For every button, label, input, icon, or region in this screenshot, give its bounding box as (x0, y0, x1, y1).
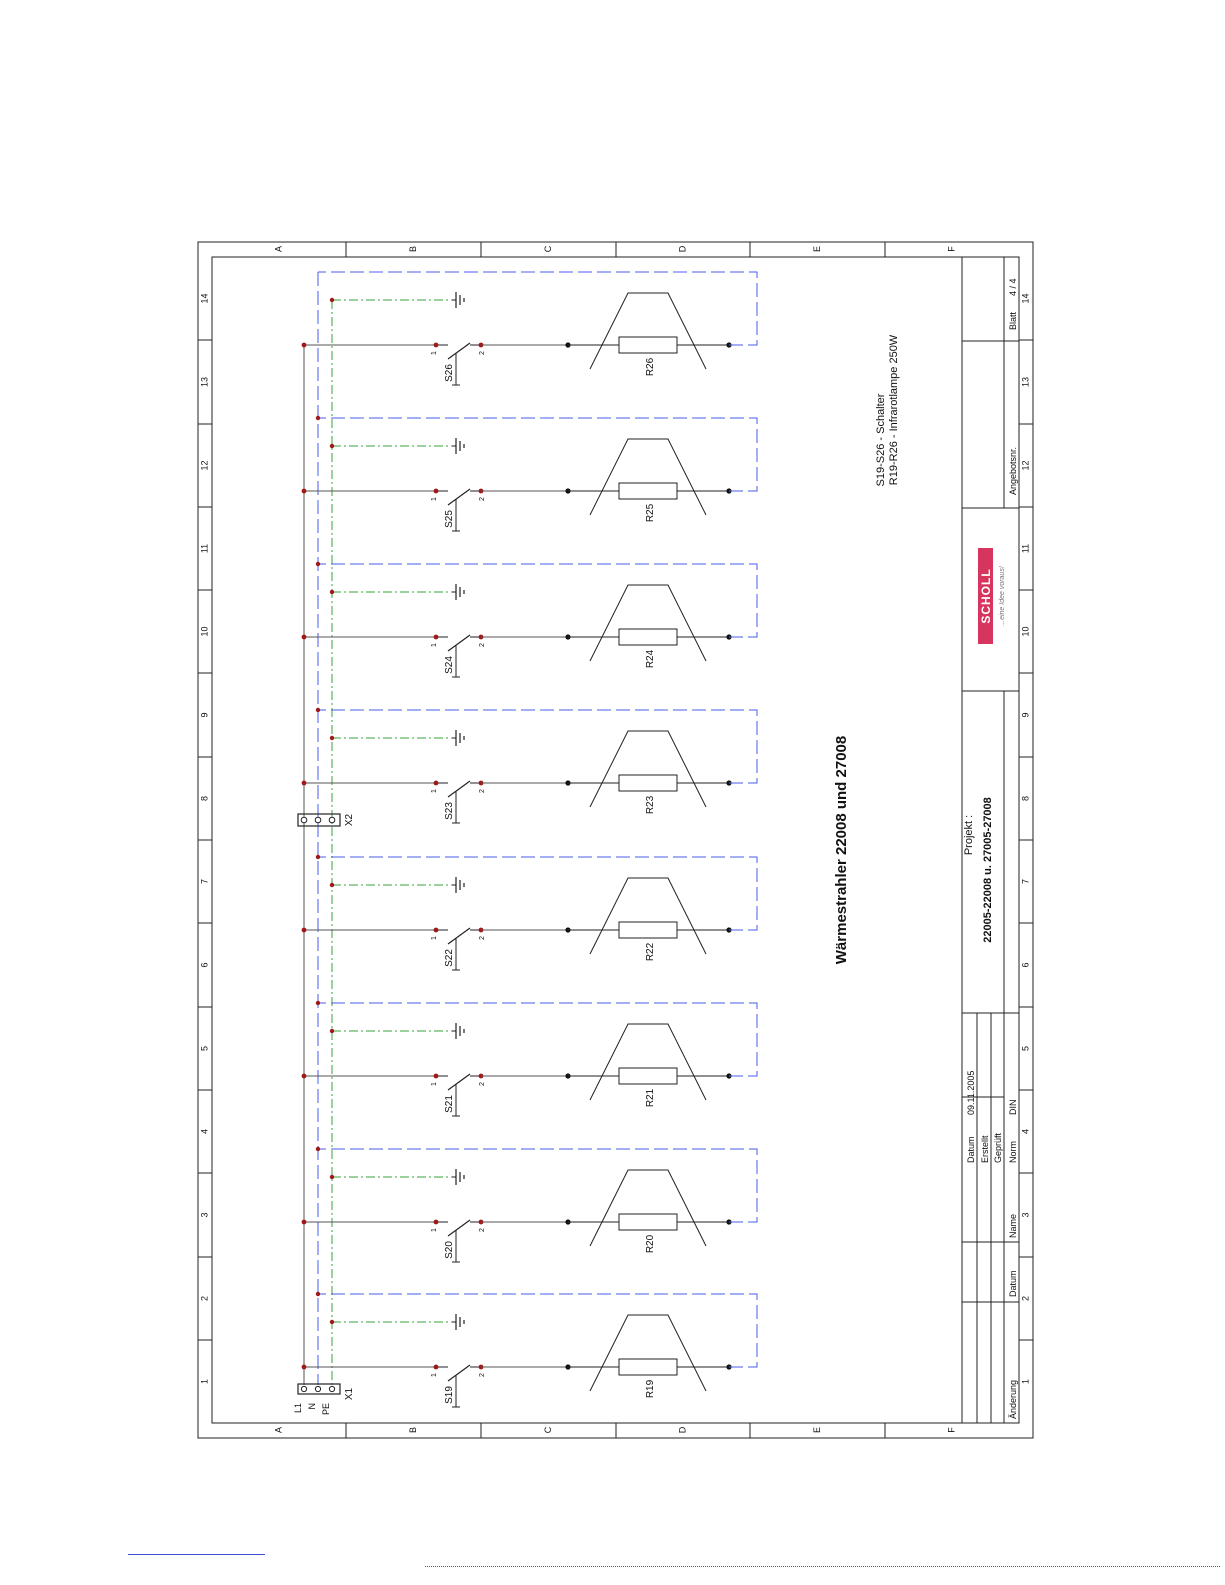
frame-column-label: 2 (1020, 1295, 1031, 1302)
lamp-reflector (590, 293, 706, 369)
circuit-r23 (302, 708, 757, 823)
neutral-return-wire (318, 564, 757, 637)
switch-pin-in-label: 1 (431, 351, 438, 355)
phase-bus-node (302, 489, 307, 494)
pe-bus-node (330, 883, 334, 887)
datum-value: 09.11.2005 (966, 1070, 976, 1115)
lamp-element (619, 1214, 677, 1230)
frame-column-label: 13 (1020, 376, 1031, 388)
lamp-reflector (590, 1024, 706, 1100)
neutral-return-wire (318, 710, 757, 783)
norm-value: DIN (1008, 1099, 1018, 1115)
switch-pin-out-label: 2 (479, 1228, 486, 1232)
frame-row-label: F (946, 246, 957, 252)
switch-pin-in-label: 1 (431, 1228, 438, 1232)
lamp-element (619, 775, 677, 791)
switch-contact (448, 1220, 470, 1236)
lamp-circuits (302, 272, 757, 1407)
main-title: Wärmestrahler 22008 und 27008 (833, 735, 850, 965)
switch-contact (448, 1074, 470, 1090)
lamp-label: R25 (645, 503, 656, 523)
switch-pin-out-label: 2 (479, 351, 486, 355)
lamp-element (619, 629, 677, 645)
frame-column-label: 8 (199, 795, 210, 802)
lamp-reflector (590, 585, 706, 661)
switch-label: S22 (444, 949, 455, 967)
frame-column-label: 3 (199, 1212, 210, 1218)
phase-bus-node (302, 1074, 307, 1079)
switch-terminal-node (434, 489, 439, 494)
frame-row-label: E (811, 1426, 822, 1434)
lamp-element (619, 483, 677, 499)
lamp-element (619, 1359, 677, 1375)
terminal-x1-pin-n: N (307, 1403, 317, 1410)
pe-bus-node (330, 444, 334, 448)
switch-pin-out-label: 2 (479, 643, 486, 647)
frame-column-label: 9 (199, 712, 210, 718)
lamp-reflector (590, 731, 706, 807)
switch-pin-out-label: 2 (479, 497, 486, 501)
frame-column-label: 3 (1020, 1212, 1031, 1218)
frame-column-label: 6 (1020, 962, 1031, 968)
pe-bus-node (330, 1320, 334, 1324)
frame-column-label: 10 (1020, 626, 1031, 637)
switch-label: S19 (444, 1386, 455, 1404)
lamp-label: R20 (645, 1234, 656, 1254)
frame-grid-ticks (198, 242, 1033, 1438)
lamp-label: R22 (645, 942, 656, 962)
angebot-label: Angebotsnr. (1008, 446, 1018, 495)
lamp-element (619, 922, 677, 938)
terminal-x2-l1 (301, 817, 307, 823)
switch-terminal-node (434, 928, 439, 933)
neutral-return-wire (318, 272, 757, 345)
neutral-bus-node (316, 1001, 320, 1005)
switch-label: S23 (444, 802, 455, 820)
revision-datum-label: Datum (1008, 1270, 1018, 1297)
neutral-return-wire (318, 418, 757, 491)
switch-contact (448, 635, 470, 651)
neutral-bus-node (316, 1147, 320, 1151)
terminal-x2-n (315, 817, 321, 823)
pe-bus-node (330, 590, 334, 594)
lamp-reflector (590, 439, 706, 515)
pe-bus-node (330, 298, 334, 302)
frame-column-label: 7 (199, 878, 210, 885)
logo-text: SCHOLL (979, 568, 993, 624)
switch-pin-in-label: 1 (431, 643, 438, 647)
terminal-x2-label: X2 (344, 813, 355, 827)
frame-column-label: 14 (199, 293, 210, 304)
lamp-label: R19 (645, 1379, 656, 1399)
erstellt-label: Erstellt (980, 1135, 990, 1163)
switch-label: S20 (444, 1241, 455, 1259)
norm-label: Norm (1008, 1141, 1018, 1163)
frame-row-label: B (407, 245, 418, 253)
terminal-x2-pe (329, 817, 335, 823)
circuit-r20 (302, 1147, 757, 1262)
terminal-x1-n (315, 1386, 320, 1391)
frame-column-label: 14 (1020, 293, 1031, 304)
frame-column-label: 5 (199, 1045, 210, 1052)
lamp-element (619, 1068, 677, 1084)
frame-column-label: 2 (199, 1295, 210, 1302)
lamp-reflector (590, 878, 706, 954)
frame-column-label: 4 (1020, 1128, 1031, 1135)
frame-column-label: 1 (199, 1378, 210, 1385)
circuit-r24 (302, 562, 757, 677)
switch-contact (448, 781, 470, 797)
switch-contact (448, 1365, 470, 1381)
frame-column-label: 11 (1020, 543, 1031, 554)
pe-bus-node (330, 1029, 334, 1033)
footer-dotted-line (425, 1566, 1220, 1567)
switch-label: S25 (444, 510, 455, 528)
switch-pin-out-label: 2 (479, 1082, 486, 1086)
neutral-bus-node (316, 562, 320, 566)
lamp-label: R24 (645, 649, 656, 669)
project-number: 22005-22008 u. 27005-27008 (982, 797, 994, 943)
circuit-r21 (302, 1001, 757, 1116)
switch-terminal-node (434, 1365, 439, 1370)
switch-pin-out-label: 2 (479, 1373, 486, 1377)
revision-name-label: Name (1008, 1213, 1018, 1238)
lamp-label: R23 (645, 795, 656, 815)
frame-row-label: D (677, 245, 688, 253)
switch-terminal-node (434, 1220, 439, 1225)
pe-bus-node (330, 1175, 334, 1179)
neutral-return-wire (318, 1003, 757, 1076)
terminal-block-x1 (293, 1384, 355, 1415)
switch-terminal-node (434, 343, 439, 348)
frame-column-label: 11 (199, 543, 210, 554)
frame-column-label: 9 (1020, 712, 1031, 718)
frame-row-label: F (946, 1427, 957, 1433)
supply-bus (304, 272, 332, 1385)
frame-column-label: 1 (1020, 1378, 1031, 1385)
switch-pin-in-label: 1 (431, 1082, 438, 1086)
frame-row-label: E (811, 245, 822, 253)
lamp-reflector (590, 1170, 706, 1246)
phase-bus-node (302, 1365, 307, 1370)
switch-terminal-node (434, 635, 439, 640)
phase-bus-node (302, 635, 307, 640)
frame-column-label: 6 (199, 962, 210, 968)
switch-label: S24 (444, 656, 455, 674)
frame-column-label: 10 (199, 626, 210, 637)
frame-row-label: B (407, 1426, 418, 1434)
frame-row-label: A (273, 1426, 284, 1434)
lamp-label: R26 (645, 357, 656, 377)
project-label: Projekt : (963, 814, 975, 856)
circuit-r19 (302, 1292, 757, 1407)
frame-column-label: 4 (199, 1128, 210, 1135)
blatt-value: 4 / 4 (1008, 278, 1018, 296)
frame-column-label: 5 (1020, 1045, 1031, 1052)
neutral-bus-node (316, 708, 320, 712)
lamp-element (619, 337, 677, 353)
frame-row-label: D (677, 1426, 688, 1434)
neutral-return-wire (318, 1149, 757, 1222)
switch-label: S26 (444, 364, 455, 382)
legend-lamps: R19-R26 - Infrarotlampe 250W (888, 334, 900, 486)
lamp-label: R21 (645, 1088, 656, 1108)
phase-bus-node (302, 781, 307, 786)
switch-pin-in-label: 1 (431, 1373, 438, 1377)
logo-tagline: ...eine Idee voraus! (999, 566, 1006, 626)
sheet-frame (198, 242, 1033, 1438)
terminal-x1-pin-pe: PE (321, 1403, 331, 1416)
phase-bus-node (302, 1220, 307, 1225)
frame-column-label: 12 (1020, 460, 1031, 471)
frame-row-label: C (542, 1426, 553, 1434)
frame-row-label: A (273, 245, 284, 253)
legend-switches: S19-S26 - Schalter (875, 393, 887, 487)
terminal-x1-label: X1 (344, 1387, 355, 1401)
terminal-x1-pe (329, 1386, 334, 1391)
circuit-r25 (302, 416, 757, 531)
frame-column-label: 7 (1020, 878, 1031, 885)
switch-pin-out-label: 2 (479, 789, 486, 793)
frame-column-label: 12 (199, 460, 210, 471)
phase-bus-node (302, 343, 307, 348)
frame-column-label: 13 (199, 376, 210, 388)
switch-terminal-node (434, 781, 439, 786)
scholl-logo (978, 548, 1006, 644)
neutral-return-wire (318, 857, 757, 930)
frame-column-label: 8 (1020, 795, 1031, 802)
neutral-return-wire (318, 1294, 757, 1367)
switch-contact (448, 343, 470, 359)
terminal-block-x2 (298, 813, 355, 826)
aenderung-label: Änderung (1008, 1379, 1018, 1419)
blatt-label: Blatt (1008, 311, 1018, 330)
frame-grid-labels (199, 245, 1030, 1433)
geprueft-label: Geprüft (993, 1132, 1003, 1163)
terminal-x1-l1 (301, 1386, 306, 1391)
switch-label: S21 (444, 1095, 455, 1113)
circuit-r26 (302, 272, 757, 385)
neutral-bus-node (316, 1292, 320, 1296)
phase-bus-node (302, 928, 307, 933)
lamp-reflector (590, 1315, 706, 1391)
switch-contact (448, 489, 470, 505)
circuit-r22 (302, 855, 757, 970)
switch-terminal-node (434, 1074, 439, 1079)
switch-pin-in-label: 1 (431, 789, 438, 793)
switch-contact (448, 928, 470, 944)
neutral-bus-node (316, 855, 320, 859)
pe-bus-node (330, 736, 334, 740)
neutral-bus-node (316, 416, 320, 420)
terminal-x1-pin-l1: L1 (293, 1403, 303, 1414)
footer-link-underline (128, 1554, 265, 1555)
switch-pin-out-label: 2 (479, 936, 486, 940)
datum-label: Datum (966, 1136, 976, 1163)
switch-pin-in-label: 1 (431, 497, 438, 501)
frame-row-label: C (542, 245, 553, 253)
switch-pin-in-label: 1 (431, 936, 438, 940)
